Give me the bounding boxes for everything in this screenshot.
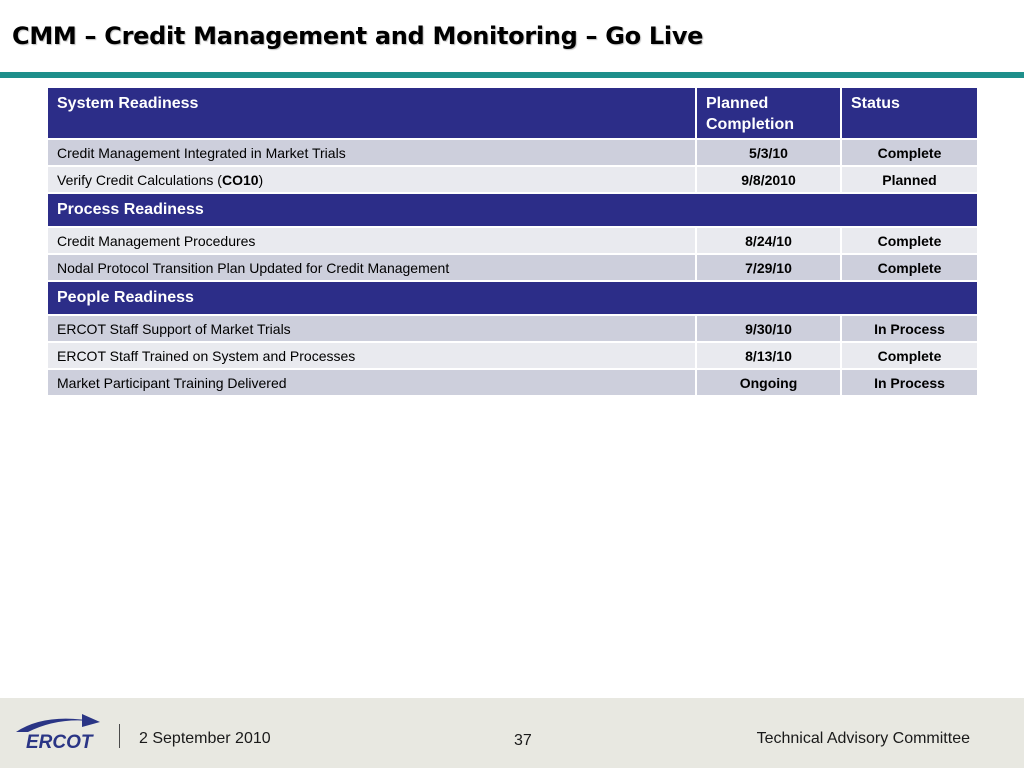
section-process-readiness: Process Readiness (47, 193, 978, 227)
row-status: In Process (841, 315, 978, 342)
row-item: Nodal Protocol Transition Plan Updated for Credit Management (47, 254, 696, 281)
table-row (47, 139, 978, 166)
slide-footer (0, 698, 1024, 768)
readiness-table (46, 86, 977, 397)
row-status: In Process (841, 369, 978, 396)
table-row (47, 166, 978, 193)
row-planned: 5/3/10 (696, 139, 841, 166)
header-system-readiness: System Readiness (47, 87, 696, 139)
table-row (47, 254, 978, 281)
row-planned: 8/13/10 (696, 342, 841, 369)
footer-committee: Technical Advisory Committee (756, 730, 970, 747)
page-number: 37 (514, 732, 532, 749)
section-people-readiness: People Readiness (47, 281, 978, 315)
row-planned: Ongoing (696, 369, 841, 396)
section-row-people (47, 281, 978, 315)
row-planned: 8/24/10 (696, 227, 841, 254)
row-item-code: CO10 (221, 171, 259, 188)
logo-text: ERCOT (26, 732, 93, 752)
header-planned-completion: Planned Completion (696, 87, 841, 139)
row-status: Complete (841, 254, 978, 281)
section-row-process (47, 193, 978, 227)
table-row (47, 342, 978, 369)
row-item: Credit Management Integrated in Market Trials (47, 139, 696, 166)
table-row (47, 315, 978, 342)
row-item: ERCOT Staff Trained on System and Processes (47, 342, 696, 369)
table-header-row (47, 87, 978, 139)
row-status: Complete (841, 342, 978, 369)
footer-date: 2 September 2010 (139, 730, 271, 747)
row-planned: 7/29/10 (696, 254, 841, 281)
row-item-suffix: ) (258, 171, 264, 188)
title-rule (0, 72, 1024, 78)
table-row (47, 369, 978, 396)
row-status: Complete (841, 139, 978, 166)
row-item-prefix: Verify Credit Calculations ( (57, 171, 222, 188)
footer-divider (119, 724, 120, 748)
row-item (47, 166, 696, 193)
ercot-logo (12, 708, 102, 752)
row-planned: 9/30/10 (696, 315, 841, 342)
row-item: Market Participant Training Delivered (47, 369, 696, 396)
row-item: ERCOT Staff Support of Market Trials (47, 315, 696, 342)
row-status: Planned (841, 166, 978, 193)
row-planned: 9/8/2010 (696, 166, 841, 193)
row-item: Credit Management Procedures (47, 227, 696, 254)
slide-title: CMM – Credit Management and Monitoring – Go Live (12, 22, 704, 50)
table-row (47, 227, 978, 254)
header-status: Status (841, 87, 978, 139)
row-status: Complete (841, 227, 978, 254)
